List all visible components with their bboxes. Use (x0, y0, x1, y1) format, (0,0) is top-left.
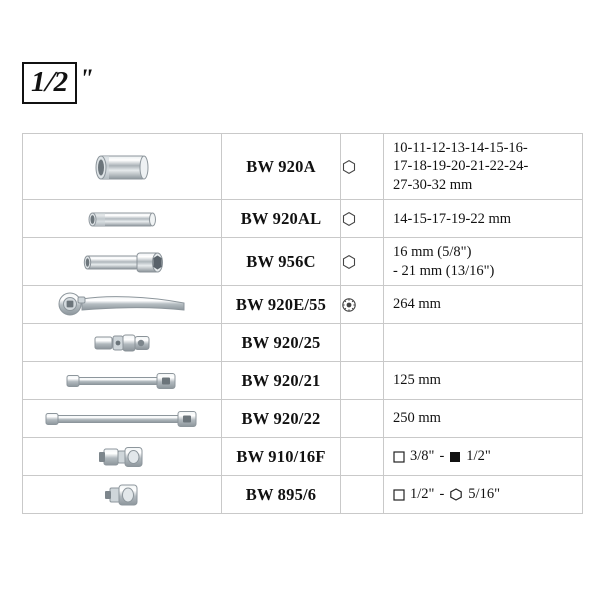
desc-line: 27-30-32 mm (393, 176, 473, 193)
tool-code-cell (222, 438, 341, 476)
tool-image-cell (23, 476, 222, 514)
tool-code: BW 895/6 (245, 484, 317, 504)
hex-socket-symbol-icon (341, 254, 383, 270)
tool-code-cell (222, 238, 341, 286)
tool-symbol-cell (341, 362, 384, 400)
tool-desc-cell (384, 362, 583, 400)
ratchet-handle-icon (23, 286, 221, 323)
drive-size-label: 1/2 (31, 66, 69, 98)
universal-joint-icon (23, 324, 221, 361)
tool-code: BW 920/25 (241, 332, 321, 352)
desc-part-text: 1/2" (466, 448, 491, 465)
hex-socket-symbol-icon (341, 159, 383, 175)
tool-symbol-cell (341, 200, 384, 238)
tool-code: BW 920/22 (241, 408, 321, 428)
hex-socket-short-icon (23, 134, 221, 199)
table-row (23, 476, 583, 514)
tool-desc: 14-15-17-19-22 mm (393, 210, 511, 227)
tool-symbol-cell (341, 134, 384, 200)
tool-code: BW 920AL (240, 208, 322, 228)
deep-socket-icon (23, 200, 221, 237)
tool-code-cell (222, 476, 341, 514)
table-row (23, 200, 583, 238)
table-row (23, 362, 583, 400)
ratchet-gear-symbol-icon (341, 297, 383, 313)
desc-line: - 21 mm (13/16") (393, 262, 495, 279)
tool-image-cell (23, 400, 222, 438)
tool-desc-cell (384, 286, 583, 324)
desc-line: 17-18-19-20-21-22-24- (393, 158, 529, 175)
spark-plug-socket-icon (23, 238, 221, 285)
inch-mark-label: " (79, 64, 94, 93)
tool-desc-cell (384, 238, 583, 286)
tool-code-cell (222, 286, 341, 324)
desc-separator: - (439, 448, 445, 465)
tool-code-cell (222, 400, 341, 438)
tool-desc-cell (384, 476, 583, 514)
tool-code-cell (222, 200, 341, 238)
tool-code: BW 920E/55 (235, 294, 327, 314)
tool-image-cell (23, 286, 222, 324)
extension-bar-short-icon (23, 362, 221, 399)
tool-desc (384, 134, 582, 199)
tool-desc-cell (384, 200, 583, 238)
hex-outline-icon (449, 488, 463, 501)
tool-code: BW 920/21 (241, 370, 321, 390)
tool-desc (384, 338, 582, 348)
tool-code: BW 920A (246, 156, 316, 176)
tool-code: BW 956C (246, 251, 316, 271)
table-row (23, 134, 583, 200)
tool-image-cell (23, 362, 222, 400)
tool-image-cell (23, 324, 222, 362)
tool-image-cell (23, 438, 222, 476)
tool-desc-cell (384, 438, 583, 476)
tool-desc-cell (384, 400, 583, 438)
table-row (23, 400, 583, 438)
table-row (23, 238, 583, 286)
tool-code-cell (222, 362, 341, 400)
desc-part-text: 3/8" (410, 448, 435, 465)
adapter-icon (23, 438, 221, 475)
square-filled-icon (449, 451, 461, 463)
tool-desc: 264 mm (393, 296, 441, 313)
tool-desc (384, 480, 582, 508)
tool-code-cell (222, 324, 341, 362)
hex-socket-symbol-icon (341, 211, 383, 227)
tool-desc (384, 238, 582, 285)
tool-desc: 250 mm (393, 410, 441, 427)
table-row (23, 286, 583, 324)
square-outline-icon (393, 489, 405, 501)
tool-desc-cell (384, 324, 583, 362)
tool-symbol-cell (341, 438, 384, 476)
tool-code-cell (222, 134, 341, 200)
table-row (23, 438, 583, 476)
tool-image-cell (23, 238, 222, 286)
tool-symbol-cell (341, 400, 384, 438)
tool-symbol-cell (341, 286, 384, 324)
tool-image-cell (23, 200, 222, 238)
tool-symbol-cell (341, 476, 384, 514)
drive-size-box (22, 62, 77, 104)
extension-bar-long-icon (23, 400, 221, 437)
tool-desc: 125 mm (393, 372, 441, 389)
tool-symbol-cell (341, 324, 384, 362)
tool-contents-table (22, 133, 583, 514)
tool-image-cell (23, 134, 222, 200)
tool-code: BW 910/16F (236, 446, 326, 466)
bit-holder-icon (23, 476, 221, 513)
table-row (23, 324, 583, 362)
tool-desc-cell (384, 134, 583, 200)
desc-line: 16 mm (5/8") (393, 244, 472, 261)
desc-separator: - (439, 486, 445, 503)
drive-size-header (22, 62, 94, 104)
tool-symbol-cell (341, 238, 384, 286)
square-outline-icon (393, 451, 405, 463)
tool-desc (384, 442, 582, 470)
desc-part-text: 1/2" (410, 486, 435, 503)
desc-part-text: 5/16" (468, 486, 500, 503)
desc-line: 10-11-12-13-14-15-16- (393, 140, 528, 156)
